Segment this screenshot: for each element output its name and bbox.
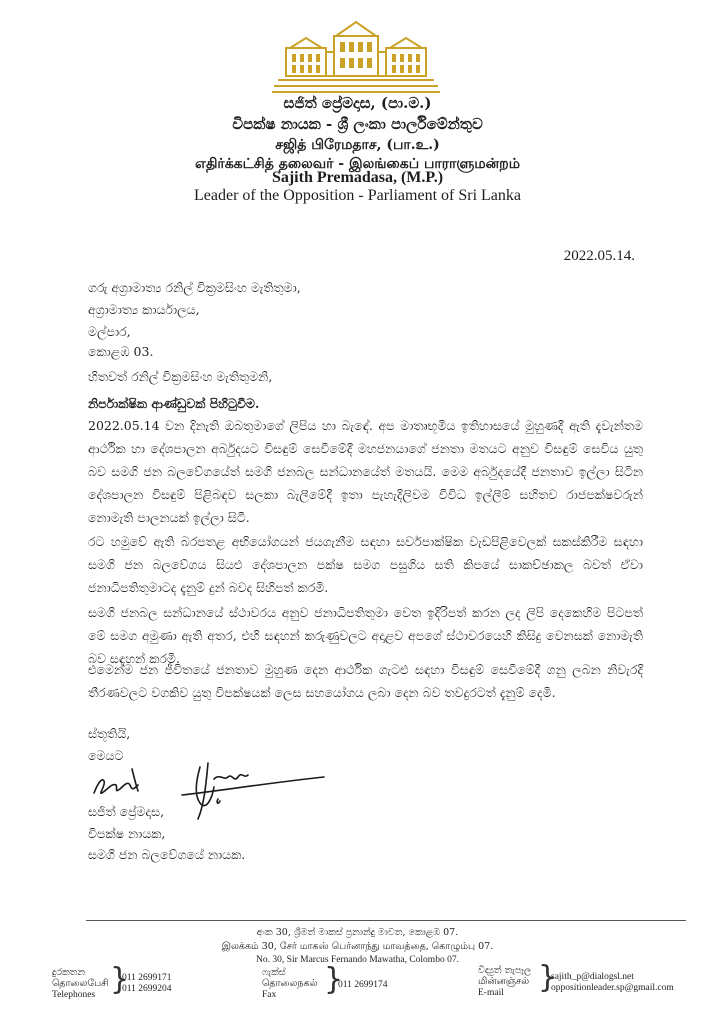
footer-email-label <box>478 966 531 999</box>
email-address-1: sajith_p@dialogsl.net <box>551 972 634 982</box>
closing-yours: මෙයට <box>88 748 124 763</box>
tel-number-1: 011 2699171 <box>122 973 172 983</box>
footer-address-english: No. 30, Sir Marcus Fernando Mawatha, Colombo 07. <box>256 955 459 965</box>
tel-brace: } <box>110 962 130 997</box>
recipient-line-2: අග්‍රාමාත්‍ය කාර්යාලය, <box>88 302 200 317</box>
letterhead-name-english: Sajith Premadasa, (M.P.) <box>271 169 444 186</box>
tel-label-tamil: தொலைபேசி <box>52 977 109 989</box>
fax-label-sinhala: ෆැක්ස් <box>262 967 286 978</box>
fax-brace: } <box>324 962 344 997</box>
letterhead-title-tamil: எதிர்க்கட்சித் தலைவர் - இலங்கைப் பாராளுமன்றம் <box>195 156 520 172</box>
email-address-2: oppositionleader.sp@gmail.com <box>551 982 674 993</box>
tel-label-english: Telephones <box>52 989 96 1000</box>
footer-divider <box>86 920 686 921</box>
footer-address-tamil: இலக்கம் 30, சேர் மாகஸ் பெர்னாந்து மாவத்தை, கொழும்பு 07. <box>221 941 494 952</box>
letterhead-name-tamil: சஜித் பிரேமதாச, (பா.உ.) <box>275 137 440 153</box>
email-brace: } <box>538 960 558 995</box>
letterhead-title-sinhala: විපක්ෂ නායක - ශ්‍රී ලංකා පාර්ලිමේන්තුව <box>232 115 483 133</box>
letter-subject: නිර්පාක්ෂික ආණ්ඩුවක් පිහිටුවීම. <box>88 396 260 411</box>
footer-address-sinhala: අංක 30, ශ්‍රීමත් මාකස් ප්‍රනාන්දු මාවත, කොළඹ 07. <box>256 927 459 938</box>
body-paragraph-1: 2022.05.14 වන දිනැති ඔබතුමාගේ ලිපිය හා බැඳේ. අප මාතෘභූමිය ඉතිහාසයේ මුහුණදී ඇති දැවැන්තම ආර්ථික හා දේශපාලන අර්බුදයට විසඳුම් සෙවීමේදී මහජනයාගේ ජනතා මතයට අනුව විසඳුම් සෙවිය යුතු බව සමගි ජන බලවේගයේත් සමගි ජනබල සන්ධානයේත් මතයයි. මෙම අර්බුදයේදී ජනතාව ඉල්ලා සිටින දේශපාලන විසඳුම් පිළිබඳව සලකා බැලීමේදී ඉතා පැහැදිලිවම විවිධ ඉල්ලීම් සහිතව රාජපක්ෂවරුන් නොමැති පාලනයක් ඉල්ලා සිටී. <box>88 418 643 525</box>
fax-label-english: Fax <box>262 989 277 1000</box>
recipient-line-1: ගරු අග්‍රාමාත්‍ය රනිල් වික්‍රමසිංහ මැතිතුමා, <box>88 280 301 295</box>
letterhead-name-sinhala: සජිත් ප්‍රේමදාස, (පා.ම.) <box>283 94 432 112</box>
letterhead-title-english: Leader of the Opposition - Parliament of Sri Lanka <box>193 187 521 204</box>
fax-number: 011 2699174 <box>338 980 388 990</box>
footer-fax-label <box>262 968 317 1001</box>
recipient-line-4: කොළඹ 03. <box>88 344 154 359</box>
recipient-line-3: මල්පාර, <box>88 324 131 339</box>
closing-thanks: ස්තූතියි, <box>88 726 131 741</box>
signatory-title-2: සමගි ජන බලවේගයේ නායක. <box>88 847 246 862</box>
footer-telephones-label <box>52 968 109 1001</box>
letter-date: 2022.05.14. <box>563 248 635 264</box>
email-label-sinhala: විද්‍යුත් තැපෑල <box>478 965 532 976</box>
email-label-tamil: மின்னஞ்சல் <box>478 975 530 987</box>
fax-label-tamil: தொலைநகல் <box>262 977 318 989</box>
signatory-name: සජිත් ප්‍රේමදාස, <box>88 804 165 819</box>
body-paragraph-2: රට හමුවේ ඇති බරපතළ අභියෝගයන් ජයගැනීම සඳහා සර්වපාක්ෂික වැඩපිළිවෙලක් සකස්කිරීම සඳහා සමගි ජන බලවේගය සියළු දේශපාලන පක්ෂ සමග පසුගිය සති කිපයේ සාකච්ඡාකල බවත් ඒවා ජනාධිපතිතුමාටද දැනුම් දුන් බවද සිහිපත් කරමි. <box>88 534 643 595</box>
body-paragraph-4: එමෙන්ම ජන ජීවිතයේ ජනතාව මුහුණ දෙන ආර්ථික ගැටළු සඳහා විසඳුම් සෙවීමේදී ගනු ලබන නිවැරදි තීරණවලට වගකිව යුතු විපක්ෂයක් ලෙස සහයෝගය ලබා දෙන බව තවදුරටත් දැනුම් දෙමි. <box>88 662 643 700</box>
tel-number-2: 011 2699204 <box>122 983 172 994</box>
parliament-crest-icon <box>272 18 440 94</box>
tel-label-sinhala: දුරකතන <box>52 967 86 978</box>
signatory-title-1: විපක්ෂ නායක, <box>88 826 166 841</box>
body-paragraph-3: සමගි ජනබල සන්ධානයේ ස්ථාවරය අනුව ජනාධිපතිතුමා වෙත ඉදිරිපත් කරන ලද ලිපි දෙකෙහිම පිටපත් මේ සමග අමුණා ඇති අතර, එහි සඳහන් කරුණුවලට අදාළව අපගේ ස්ථාවරයෙහි කිසිදු වෙනසක් නොමැති බව සඳහන් කරමි. <box>88 605 643 666</box>
email-addresses <box>551 972 674 994</box>
salutation: හිතවත් රනිල් වික්‍රමසිංහ මැතිතුමනි, <box>88 369 273 384</box>
email-label-english: E-mail <box>478 987 504 998</box>
tel-numbers <box>122 973 172 995</box>
